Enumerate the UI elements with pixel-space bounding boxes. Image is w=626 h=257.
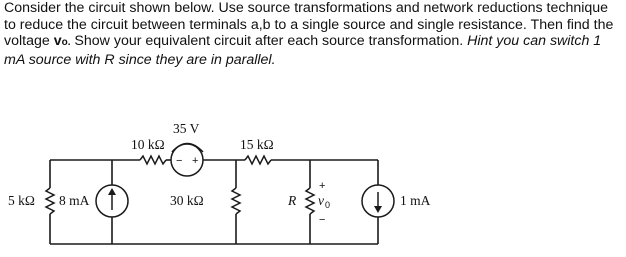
label-vo-minus: − — [319, 214, 326, 226]
vs-arc — [172, 144, 203, 153]
arrow-1ma-head — [374, 206, 382, 213]
label-10k: 10 kΩ — [131, 137, 165, 152]
label-vo-sub: 0 — [325, 200, 331, 210]
resistor-5k — [46, 188, 54, 214]
label-vo-plus: + — [319, 180, 326, 192]
vo-subscript: o. — [61, 37, 71, 49]
resistor-15k — [245, 156, 271, 164]
label-vo: v — [318, 193, 324, 208]
label-vs-minus: − — [176, 155, 183, 167]
label-8ma: 8 mA — [59, 193, 90, 208]
label-35v: 35 V — [173, 121, 200, 136]
label-vs-plus: + — [192, 155, 199, 167]
label-5k: 5 kΩ — [8, 193, 35, 208]
vo-symbol: v — [53, 33, 62, 50]
label-r: R — [288, 193, 297, 208]
arrow-8ma-head — [108, 188, 116, 195]
resistor-30k — [232, 188, 240, 214]
label-30k: 30 kΩ — [170, 193, 204, 208]
resistor-r — [306, 188, 314, 214]
problem-text: Consider the circuit shown below. Use source transformations and network reductions technique to reduce the circuit between terminals a,b to a single source and single resistance. Then find the voltage — [4, 0, 614, 50]
problem-text-2: Show your equivalent circuit after each source transformation. — [70, 33, 468, 50]
resistor-10k — [140, 156, 166, 164]
hint-text: Hint you can switch 1 mA source with R since they are in parallel. — [4, 33, 602, 68]
label-15k: 15 kΩ — [240, 137, 274, 152]
label-1ma: 1 mA — [400, 193, 431, 208]
